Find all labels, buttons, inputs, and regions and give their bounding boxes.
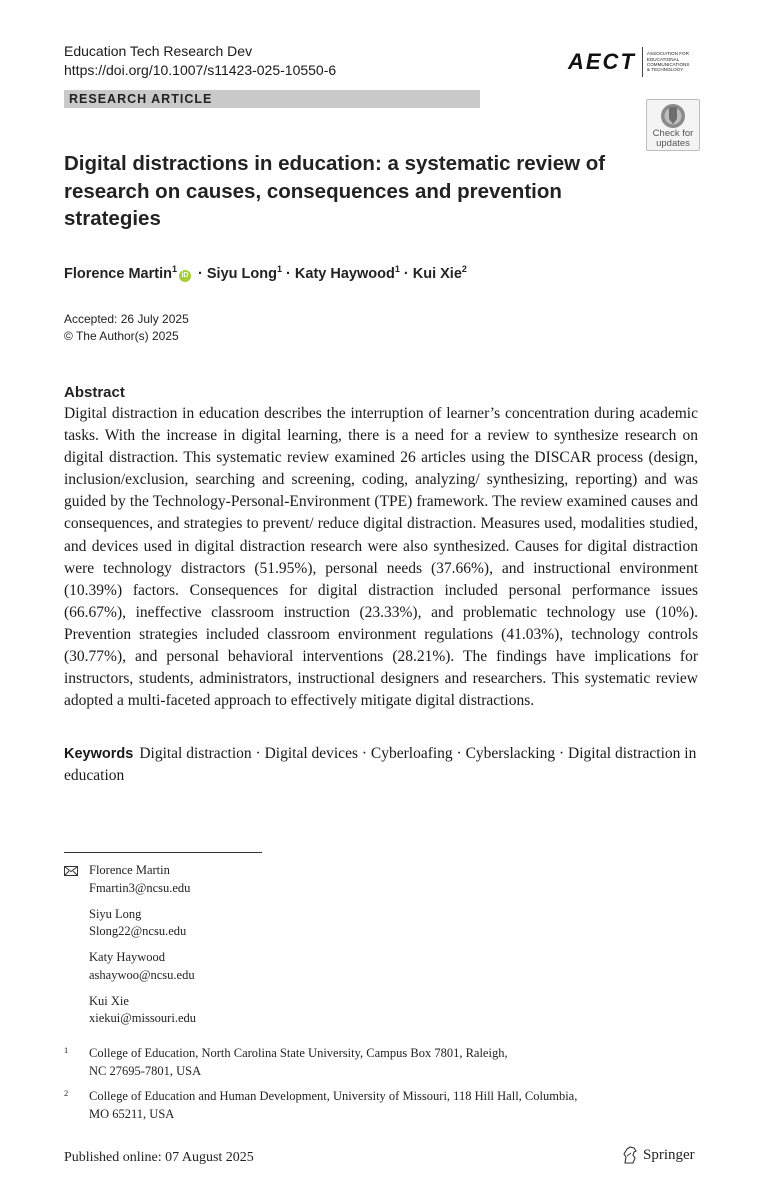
journal-name: Education Tech Research Dev (64, 43, 253, 59)
affiliation-number: 1 (64, 1045, 69, 1055)
contact-email[interactable]: ashaywoo@ncsu.edu (89, 967, 195, 982)
contact-entry (89, 993, 196, 1028)
contact-name: Kui Xie (89, 993, 129, 1008)
orcid-icon[interactable]: iD (179, 270, 191, 282)
springer-horse-icon (622, 1146, 638, 1164)
contact-email[interactable]: Fmartin3@ncsu.edu (89, 880, 191, 895)
author-separator: · (198, 266, 203, 282)
author-name[interactable]: Siyu Long (206, 266, 277, 282)
aect-logo (568, 42, 708, 82)
springer-logo (622, 1146, 695, 1164)
logo-word: AECT (568, 49, 636, 74)
author-list (64, 259, 467, 284)
author-affiliation-mark: 1 (276, 264, 282, 274)
affiliation-line: MO 65211, USA (89, 1106, 175, 1121)
published-online-date: Published online: 07 August 2025 (64, 1150, 254, 1165)
logo-divider (642, 47, 643, 77)
affiliation (64, 1088, 684, 1123)
keywords (64, 743, 698, 787)
footnote-divider (64, 852, 262, 853)
contact-entry (89, 949, 196, 984)
publisher-name: Springer (643, 1146, 695, 1163)
affiliation-line: College of Education, North Carolina State University, Campus Box 7801, Raleigh, (89, 1046, 508, 1060)
contact-name: Florence Martin (89, 863, 170, 877)
publication-dates (64, 311, 189, 345)
author-affiliation-mark: 1 (171, 264, 177, 274)
check-for-updates-badge[interactable] (646, 99, 700, 151)
affiliation-line: College of Education and Human Development, University of Missouri, 118 Hill Hall, Columbia, (89, 1089, 578, 1103)
contact-email[interactable]: xiekui@missouri.edu (89, 1011, 196, 1025)
author-separator: · (403, 266, 409, 282)
abstract-heading: Abstract (64, 384, 125, 401)
author-name[interactable]: Katy Haywood (294, 266, 395, 282)
copyright-notice: © The Author(s) 2025 (64, 329, 179, 343)
envelope-icon (64, 866, 78, 876)
author-name[interactable]: Kui Xie (412, 266, 462, 282)
author-affiliation-mark: 1 (394, 264, 400, 274)
affiliation (64, 1045, 684, 1080)
contact-name: Katy Haywood (89, 950, 166, 964)
contact-email[interactable]: Slong22@ncsu.edu (89, 924, 187, 938)
affiliation-number: 2 (64, 1088, 69, 1098)
contact-entry (89, 906, 196, 941)
affiliation-line: NC 27695-7801, USA (89, 1063, 202, 1078)
abstract-body: Digital distraction in education describes the interruption of learner’s concentration during academic tasks. With the increase in digital learning, there is a need for a review to synthesize research on digital distraction. This systematic review examined 26 articles using the DISCAR process (design, inclusion/exclusion, searching and screening, coding, analyzing/ synthesizing, reporting) and was guided by the Technology-Personal-Environment (TPE) framework. The review examined causes and consequences, and strategies to prevent/ reduce digital distraction. Measures used, modalities studied, and devices used in digital distraction research were also synthesized. Causes for digital distraction were technology distractors (51.95%), personal needs (37.66%), and instructional environment (10.39%) factors. Consequences for digital distraction included personal performance issues (66.67%), ineffective classroom instruction (23.33%), and problematic technology use (10%). Prevention strategies included classroom environment regulations (41.03%), technology controls (30.77%), and personal behavioral interventions (28.21%). The findings have implications for instructors, students, administrators, instructional designers and researchers. This systematic review adopted a multi-faceted approach to effectively mitigate digital distractions. (64, 405, 698, 710)
logo-tagline: ASSOCIATION FOR EDUCATIONAL COMMUNICATIONS & TECHNOLOGY (646, 51, 690, 73)
contact-list (89, 862, 196, 1036)
check-updates-label: Check for updates (652, 128, 694, 149)
author-separator: · (286, 266, 291, 282)
article-type-banner: RESEARCH ARTICLE (64, 90, 480, 108)
article-title: Digital distractions in education: a systematic review of research on causes, consequences and prevention strategies (64, 152, 606, 230)
check-updates-icon (660, 103, 686, 129)
accepted-date: Accepted: 26 July 2025 (64, 312, 189, 326)
author-name[interactable]: Florence Martin (64, 266, 172, 282)
keywords-list: Digital distraction · Digital devices · Cyberloafing · Cyberslacking · Digital distraction in education (64, 745, 697, 784)
contact-entry (89, 862, 196, 897)
author-affiliation-mark: 2 (461, 264, 467, 274)
journal-header (64, 42, 336, 80)
contact-name: Siyu Long (89, 906, 142, 921)
doi-link[interactable]: https://doi.org/10.1007/s11423-025-10550-6 (64, 62, 337, 78)
keywords-label: Keywords (64, 746, 134, 762)
